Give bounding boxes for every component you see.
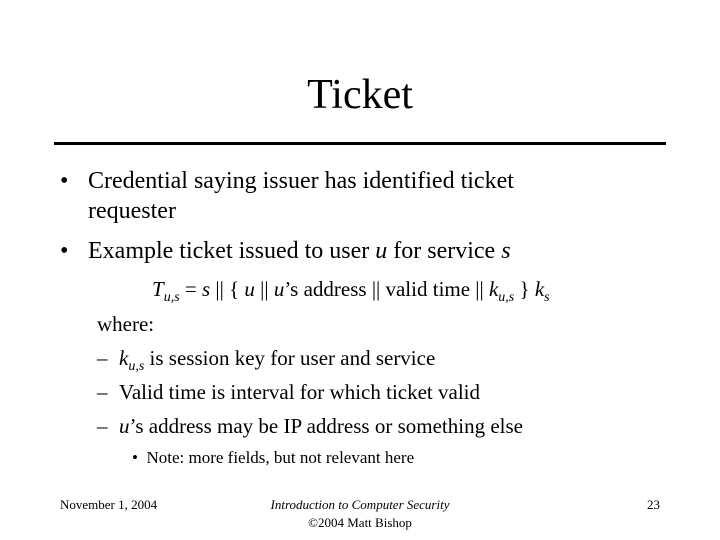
user-variable: u <box>375 238 388 264</box>
footer-course-title: Introduction to Computer Security <box>270 497 450 512</box>
footer-date: November 1, 2004 <box>60 497 158 512</box>
formula-t: T <box>152 277 164 301</box>
dash-symbol: – <box>97 346 108 370</box>
ticket-formula <box>152 275 550 303</box>
note <box>132 447 414 469</box>
footer-page-number: 23 <box>647 497 660 512</box>
note-bullet: • <box>132 448 138 467</box>
sub-point-address <box>97 412 523 440</box>
bullet-middle: for service <box>387 238 502 264</box>
formula-separator: || <box>254 277 274 301</box>
address-u: u <box>119 414 130 438</box>
title-divider <box>54 142 666 145</box>
dash-symbol: – <box>97 380 108 404</box>
session-key-k: k <box>119 346 129 370</box>
formula-u: u <box>244 277 255 301</box>
sub-point-text: ’s address may be IP address or something else <box>129 414 523 438</box>
footer-course <box>210 496 510 532</box>
sub-point-valid-time <box>97 378 480 406</box>
bullet-line-2: requester <box>88 198 176 224</box>
note-text: Note: more fields, but not relevant here <box>146 448 415 467</box>
bullet-text <box>88 166 648 226</box>
bullet-prefix: Example ticket issued to user <box>88 238 376 264</box>
dash-symbol: – <box>97 414 108 438</box>
sub-point-text: is session key for user and service <box>144 346 436 370</box>
formula-separator: || { <box>210 277 245 301</box>
formula-s: s <box>201 277 211 301</box>
footer-copyright: ©2004 Matt Bishop <box>308 515 412 530</box>
sub-point-session-key <box>97 344 435 372</box>
sub-point-text: Valid time is interval for which ticket valid <box>119 380 480 404</box>
formula-equals: = <box>179 277 202 301</box>
formula-u: u <box>273 277 285 301</box>
slide-title: Ticket <box>307 72 413 118</box>
session-key-subscript: u,s <box>128 359 145 374</box>
formula-k-subscript: u,s <box>498 290 515 305</box>
formula-close: } <box>514 277 535 301</box>
where-label: where: <box>97 312 155 336</box>
formula-address: ’s address || valid time || <box>284 277 489 301</box>
formula-k-subscript: s <box>544 290 550 305</box>
formula-t-subscript: u,s <box>163 290 180 305</box>
bullet-symbol: • <box>60 238 69 264</box>
service-variable: s <box>501 238 511 264</box>
bullet-text <box>88 236 648 266</box>
formula-k: k <box>488 277 499 301</box>
bullet-symbol: • <box>60 168 69 194</box>
formula-k: k <box>534 277 545 301</box>
bullet-line-1: Credential saying issuer has identified ticket <box>88 168 514 194</box>
